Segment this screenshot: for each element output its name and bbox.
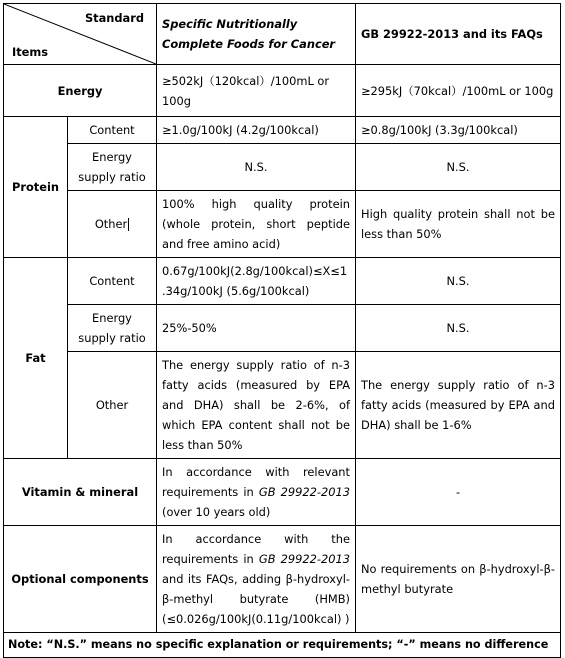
fat-content-row xyxy=(4,258,561,305)
fat-ratio-row xyxy=(4,305,561,352)
protein-other-gb: High quality protein shall not be less than 50% xyxy=(356,191,561,258)
fat-content-gb: N.S. xyxy=(356,258,561,305)
protein-other-label: Other xyxy=(68,191,157,258)
optional-gb: No requirements on β-hydroxyl-β-methyl butyrate xyxy=(356,526,561,633)
energy-specific: ≥502kJ（120kcal）/100mL or 100g xyxy=(157,65,356,117)
protein-other-specific: 100% high quality protein (whole protein, short peptide and free amino acid) xyxy=(157,191,356,258)
header-gb-standard: GB 29922-2013 and its FAQs xyxy=(356,4,561,65)
fat-other-gb: The energy supply ratio of n-3 fatty acids (measured by EPA and DHA) shall be 1-6% xyxy=(356,352,561,459)
protein-content-label: Content xyxy=(68,117,157,144)
energy-gb: ≥295kJ（70kcal）/100mL or 100g xyxy=(356,65,561,117)
text-cursor xyxy=(128,218,129,231)
fat-label: Fat xyxy=(4,258,68,459)
fat-ratio-specific: 25%-50% xyxy=(157,305,356,352)
note-row xyxy=(4,633,561,658)
fat-ratio-gb: N.S. xyxy=(356,305,561,352)
optional-label: Optional components xyxy=(4,526,157,633)
fat-ratio-label: Energy supply ratio xyxy=(68,305,157,352)
gb-reference: GB 29922-2013 xyxy=(258,485,350,499)
vitamin-specific: In accordance with relevant requirements in GB 29922-2013 (over 10 years old) xyxy=(157,459,356,526)
fat-other-specific: The energy supply ratio of n-3 fatty acids (measured by EPA and DHA) shall be 2-6%, of which EPA content shall not be less than 50% xyxy=(157,352,356,459)
protein-label: Protein xyxy=(4,117,68,258)
protein-content-gb: ≥0.8g/100kJ (3.3g/100kcal) xyxy=(356,117,561,144)
standard-label: Standard xyxy=(84,11,144,25)
optional-specific: In accordance with the requirements in GB 29922-2013 and its FAQs, adding β-hydroxyl-β-methyl butyrate (HMB) (≤0.026g/100kJ(0.11g/100kcal) ) xyxy=(157,526,356,633)
fat-content-specific: 0.67g/100kJ(2.8g/100kcal)≤X≤1.34g/100kJ (5.6g/100kcal) xyxy=(157,258,356,305)
optional-row xyxy=(4,526,561,633)
protein-content-specific: ≥1.0g/100kJ (4.2g/100kcal) xyxy=(157,117,356,144)
vitamin-label: Vitamin & mineral xyxy=(4,459,157,526)
items-label: Items xyxy=(12,45,49,59)
protein-ratio-label: Energy supply ratio xyxy=(68,144,157,191)
protein-ratio-gb: N.S. xyxy=(356,144,561,191)
header-specific-foods: Specific Nutritionally Complete Foods for Cancer xyxy=(157,4,356,65)
table-note: Note: “N.S.” means no specific explanation or requirements; “-” means no difference xyxy=(4,633,561,658)
header-corner-cell xyxy=(4,4,157,65)
protein-other-row xyxy=(4,191,561,258)
protein-content-row xyxy=(4,117,561,144)
vitamin-row xyxy=(4,459,561,526)
energy-row xyxy=(4,65,561,117)
fat-other-row xyxy=(4,352,561,459)
comparison-table xyxy=(3,3,561,658)
header-row xyxy=(4,4,561,65)
fat-content-label: Content xyxy=(68,258,157,305)
protein-ratio-specific: N.S. xyxy=(157,144,356,191)
energy-label: Energy xyxy=(4,65,157,117)
protein-ratio-row xyxy=(4,144,561,191)
vitamin-gb: - xyxy=(356,459,561,526)
gb-reference: GB 29922-2013 xyxy=(258,552,350,566)
fat-other-label: Other xyxy=(68,352,157,459)
